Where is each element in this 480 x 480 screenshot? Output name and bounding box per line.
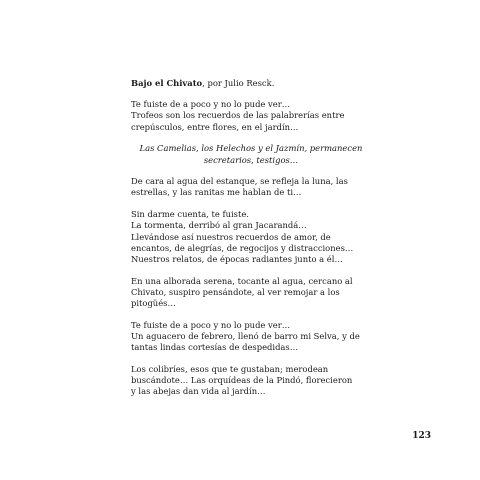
verse-line: Llevándose así nuestros recuerdos de amor, de <box>131 231 331 242</box>
verse-line: crepúsculos, entre flores, en el jardín… <box>131 121 299 132</box>
stanza-2 <box>131 176 371 198</box>
verse-line: De cara al agua del estanque, se refleja la luna, las <box>131 176 348 187</box>
stanza-5 <box>131 320 371 354</box>
italic-stanza <box>131 143 371 165</box>
poem-title-author: , por Julio Resck. <box>202 78 275 88</box>
verse-line: Los colibríes, esos que te gustaban; merodean <box>131 363 329 374</box>
verse-line: y las abejas dan vida al jardín… <box>131 386 266 397</box>
stanza-1 <box>131 99 371 133</box>
poem-text <box>131 78 371 408</box>
verse-line: Trofeos son los recuerdos de las palabrerías entre <box>131 110 345 121</box>
verse-line: encantos, de alegrías, de regocijos y distracciones… <box>131 242 354 253</box>
verse-line: pitogüés… <box>131 298 176 309</box>
verse-line: Te fuiste de a poco y no lo pude ver… <box>131 319 291 330</box>
verse-line: Te fuiste de a poco y no lo pude ver… <box>131 99 291 110</box>
verse-line: La tormenta, derribó al gran Jacarandá… <box>131 220 307 231</box>
stanza-3 <box>131 209 371 265</box>
verse-line: tantas lindas cortesías de despedidas… <box>131 342 299 353</box>
verse-line: Nuestros relatos, de épocas radiantes junto a él… <box>131 253 343 264</box>
verse-line: buscándote… Las orquídeas de la Pindó, florecieron <box>131 375 353 386</box>
poem-title-bold: Bajo el Chivato <box>131 78 203 88</box>
verse-line: Sin darme cuenta, te fuiste. <box>131 209 249 220</box>
stanza-6 <box>131 364 371 398</box>
stanza-4 <box>131 276 371 310</box>
verse-line: Chivato, suspiro pensándote, al ver remojar a los <box>131 286 340 297</box>
verse-line: Las Camelias, los Helechos y el Jazmín, permanecen <box>139 143 363 154</box>
verse-line: estrellas, y las ranitas me hablan de ti… <box>131 187 302 198</box>
verse-line: En una alborada serena, tocante al agua, cercano al <box>131 275 353 286</box>
verse-line: Un aguacero de febrero, llenó de barro mi Selva, y de <box>131 330 360 341</box>
poem-title <box>131 78 371 89</box>
verse-line: secretarios, testigos… <box>203 154 299 165</box>
page-number: 123 <box>412 431 431 441</box>
